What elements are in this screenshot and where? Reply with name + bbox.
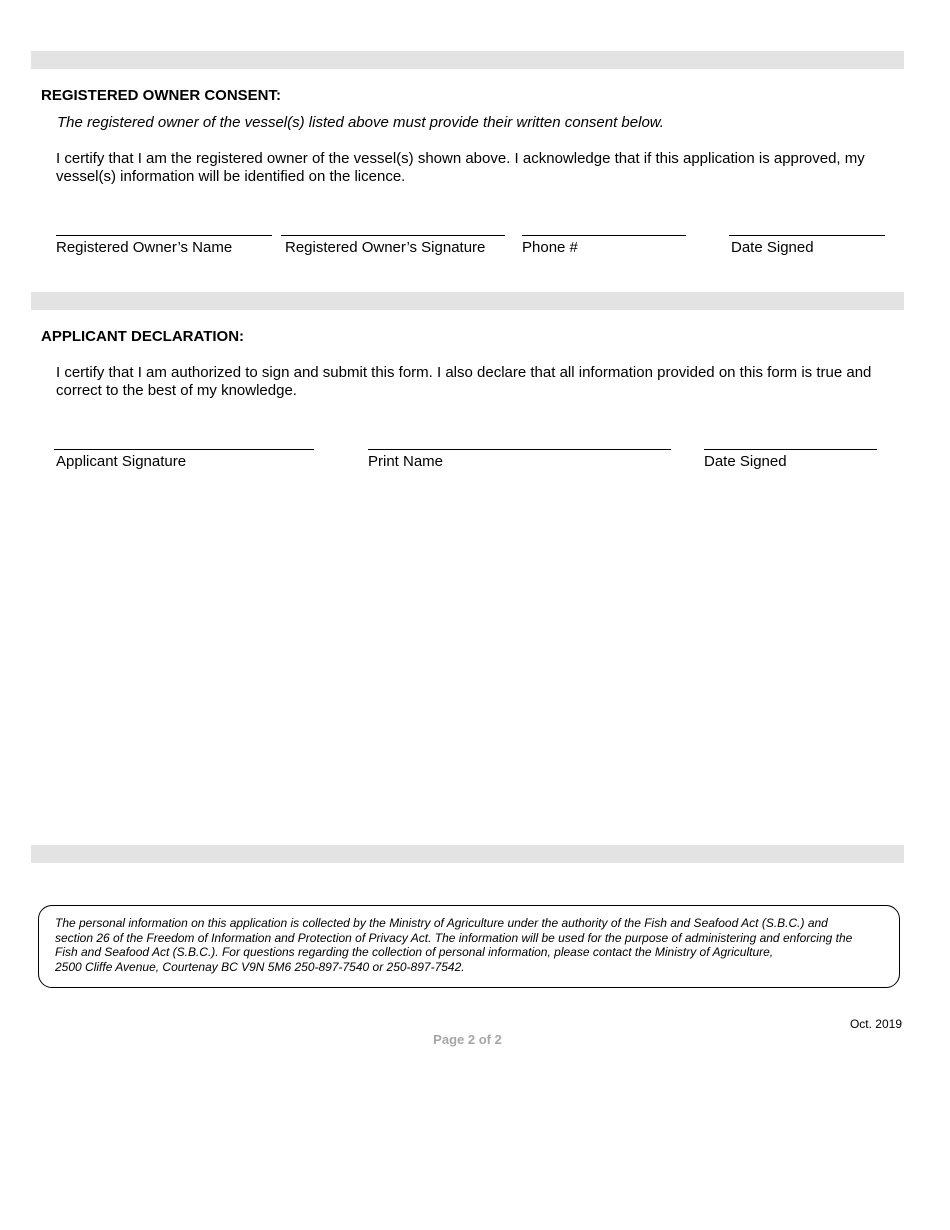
section-divider-middle — [31, 292, 904, 310]
applicant-declaration-heading: APPLICANT DECLARATION: — [41, 328, 245, 345]
owner-name-label: Registered Owner’s Name — [56, 239, 233, 256]
applicant-date-label: Date Signed — [704, 453, 787, 470]
applicant-print-name-field[interactable] — [368, 449, 671, 450]
applicant-date-field[interactable] — [704, 449, 877, 450]
applicant-signature-field[interactable] — [54, 449, 314, 450]
owner-signature-label: Registered Owner’s Signature — [285, 239, 486, 256]
owner-date-field[interactable] — [729, 235, 885, 236]
owner-consent-certification: I certify that I am the registered owner of the vessel(s) shown above. I acknowledge that if this application is approved, my vessel(s) information will be identified on the licence. — [56, 150, 865, 185]
applicant-declaration-certification: I certify that I am authorized to sign and submit this form. I also declare that all information provided on this form is true and correct to the best of my knowledge. — [56, 364, 872, 399]
section-divider-top — [31, 51, 904, 69]
page-number: Page 2 of 2 — [433, 1032, 502, 1047]
section-divider-bottom — [31, 845, 904, 863]
applicant-print-name-label: Print Name — [368, 453, 444, 470]
applicant-signature-label: Applicant Signature — [56, 453, 187, 470]
form-revision-date: Oct. 2019 — [849, 1017, 902, 1031]
owner-phone-field[interactable] — [522, 235, 686, 236]
privacy-notice-text: The personal information on this application is collected by the Ministry of Agriculture under the authority of the Fish and Seafood Act (S.B.C.) and section 26 of the Freedom of Information and Protection of Privacy Act. The information will be used for the purpose of administering and enforcing the Fish and Seafood Act (S.B.C.). For questions regarding the collection of personal information, please contact the Ministry of Agriculture, 2500 Cliffe Avenue, Courtenay BC V9N 5M6 250-897-7540 or 250-897-7542. — [55, 916, 853, 974]
owner-date-label: Date Signed — [731, 239, 814, 256]
owner-consent-heading: REGISTERED OWNER CONSENT: — [41, 87, 282, 104]
owner-signature-field[interactable] — [281, 235, 505, 236]
owner-consent-instruction: The registered owner of the vessel(s) listed above must provide their written consent below. — [57, 114, 664, 131]
owner-name-field[interactable] — [56, 235, 272, 236]
owner-phone-label: Phone # — [522, 239, 578, 256]
